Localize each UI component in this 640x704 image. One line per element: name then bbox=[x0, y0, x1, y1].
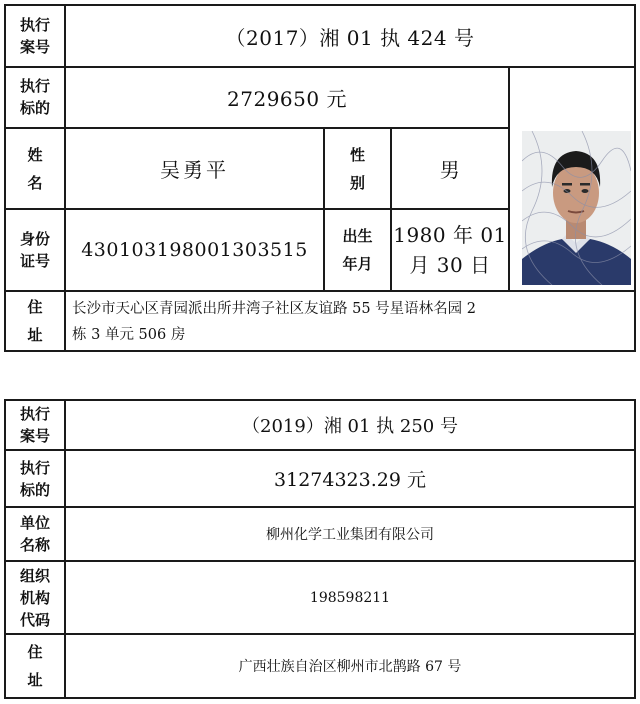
address-label-2: 住 址 bbox=[27, 643, 43, 689]
gender-value: 男 bbox=[439, 158, 461, 182]
person-portrait-icon bbox=[522, 131, 631, 285]
org-code-label: 组织 机构 代码 bbox=[19, 566, 50, 629]
amount-label: 执行 标的 bbox=[19, 77, 50, 117]
case-number-label-2: 执行 案号 bbox=[19, 405, 50, 445]
name-label: 姓 名 bbox=[27, 145, 43, 192]
org-code-value: 198598211 bbox=[309, 589, 391, 606]
birth-label: 出生 年月 bbox=[342, 227, 373, 273]
address-label: 住 址 bbox=[27, 298, 43, 344]
case-number-value-2: （2019）湘 01 执 250 号 bbox=[242, 416, 458, 437]
address-value: 长沙市天心区青园派出所井湾子社区友谊路 55 号星语林名园 2 栋 3 单元 506 房 bbox=[72, 301, 477, 343]
unit-name-value: 柳州化学工业集团有限公司 bbox=[266, 527, 434, 543]
amount-label-2: 执行 标的 bbox=[19, 458, 50, 499]
name-value: 吴勇平 bbox=[160, 158, 229, 182]
table-2 bbox=[0, 395, 640, 704]
address-value-2: 广西壮族自治区柳州市北鹊路 67 号 bbox=[238, 659, 462, 675]
id-number-value: 430103198001303515 bbox=[81, 239, 308, 261]
amount-value-2: 31274323.29 元 bbox=[274, 469, 426, 491]
case-number-label: 执行 案号 bbox=[19, 16, 50, 56]
amount-value: 2729650 元 bbox=[227, 86, 347, 111]
unit-name-label: 单位 名称 bbox=[19, 514, 50, 554]
birth-value: 1980 年 01 月 30 日 bbox=[393, 223, 507, 277]
gender-label: 性 别 bbox=[349, 145, 365, 192]
case-number-value: （2017）湘 01 执 424 号 bbox=[225, 25, 475, 50]
id-number-label: 身份 证号 bbox=[19, 230, 50, 270]
